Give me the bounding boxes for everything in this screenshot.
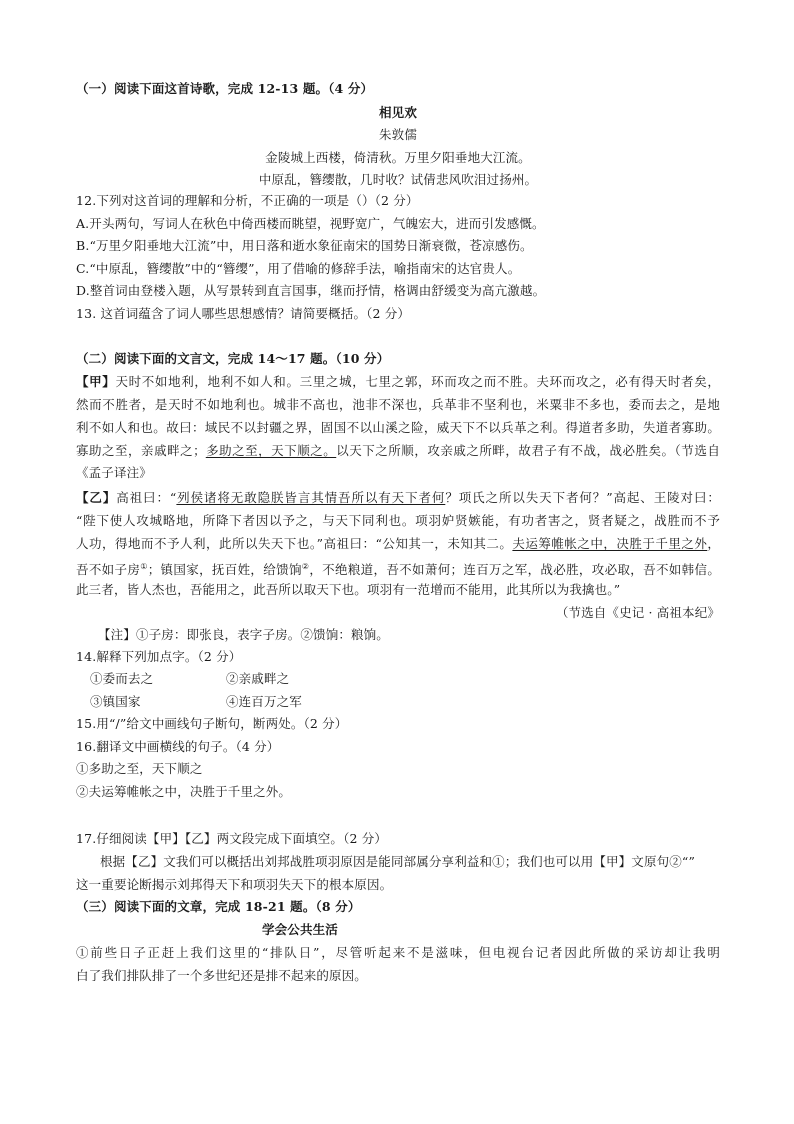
poem-line: 中原乱，簪缨散，几时收？试倩悲风吹泪过扬州。 <box>258 172 538 187</box>
passage-jia-line: 然而不胜者，是天时不如地利也。城非不高也，池非不深也，兵革非不坚利也，米粟非不多也，委而去之，是地 <box>76 397 720 412</box>
poem-title: 相见欢 <box>379 105 417 120</box>
passage-jia-text: 天时不如地利，地利不如人和。三里之城，七里之郭，环而攻之而不胜。夫环而攻之，必有得天时者矣， <box>115 374 721 389</box>
q12-option-b: B.“万里夕阳垂地大江流”中，用日落和逝水象征南宋的国势日渐衰微，苍凉感伤。 <box>76 238 533 253</box>
passage-yi-text: 人功，得地而不予人利，此所以失天下也。”高祖曰：“公知其一，未知其二。 <box>76 536 513 551</box>
q12-stem: 12.下列对这首词的理解和分析，不正确的一项是（）（2 分） <box>76 193 419 208</box>
passage-yi-line <box>76 558 720 579</box>
footnote-text: 【注】①子房：即张良，表字子房。②馈饷：粮饷。 <box>98 627 389 642</box>
passage-jia-line <box>76 373 720 391</box>
article-paragraph-line: 白了我们排队排了一个多世纪还是排不起来的原因。 <box>76 968 367 983</box>
q16-item: ②夫运筹帷帐之中，决胜于千里之外。 <box>76 784 292 799</box>
q12-option-a: A.开头两句，写词人在秋色中倚西楼而眺望，视野宽广，气魄宏大，进而引发感慨。 <box>76 216 545 231</box>
footnote-marker: ② <box>301 562 310 571</box>
q14-item: ①委而去之 <box>90 671 154 686</box>
q17-fill-line: 这一重要论断揭示刘邦得天下和项羽失天下的根本原因。 <box>76 877 393 892</box>
q14-item: ④连百万之军 <box>226 694 302 709</box>
footnote-marker: ① <box>140 562 148 571</box>
poem-line: 金陵城上西楼，倚清秋。万里夕阳垂地大江流。 <box>265 150 531 165</box>
article-title: 学会公共生活 <box>262 922 338 937</box>
passage-yi-source: （节选自《史记 · 高祖本纪》 <box>555 605 720 620</box>
q16-stem: 16.翻译文中画横线的句子。（4 分） <box>76 739 280 754</box>
q14-stem: 14.解释下列加点字。（2 分） <box>76 649 242 664</box>
q17-stem: 17.仔细阅读【甲】【乙】两文段完成下面填空。（2 分） <box>76 831 388 846</box>
section1-heading: （一）阅读下面这首诗歌，完成 12-13 题。（4 分） <box>76 81 374 96</box>
line-for-punctuation: 列侯诸将无敢隐朕皆言其情吾所以有天下者何 <box>176 490 446 505</box>
underlined-sentence: 多助之至，天下顺之。 <box>205 443 337 458</box>
passage-jia-line: 利不如人和也。故曰：域民不以封疆之界，固国不以山溪之险，威天下不以兵革之利。得道者多助，失道者寡助。 <box>76 420 720 435</box>
passage-jia-tag: 【甲】 <box>76 374 116 389</box>
passage-yi-text: ， <box>707 536 720 551</box>
passage-yi-line <box>76 535 720 553</box>
passage-yi-line: “陛下使人攻城略地，所降下者因以予之，与天下同利也。项羽妒贤嫉能，有功者害之，贤者疑之，战胜而不予 <box>76 513 720 528</box>
q12-option-d: D.整首词由登楼入题，从写景转到直言国事，继而抒情，格调由舒缓变为高亢激越。 <box>76 283 546 298</box>
section3-heading: （三）阅读下面的文章，完成 18-21 题。（8 分） <box>76 899 361 914</box>
q14-item: ②亲戚畔之 <box>226 671 290 686</box>
underlined-sentence: 夫运筹帷帐之中，决胜于千里之外 <box>512 536 708 551</box>
poem-author: 朱敦儒 <box>379 127 417 142</box>
section2-heading: （二）阅读下面的文言文，完成 14～17 题。（10 分） <box>76 351 390 366</box>
passage-jia-text: 以天下之所顺，攻亲戚之所畔，故君子有不战，战必胜矣。（节选自 <box>336 443 720 458</box>
q13-stem: 13. 这首词蕴含了词人哪些思想感情？请简要概括。（2 分） <box>76 306 411 321</box>
passage-yi-text: ？项氏之所以失天下者何？”高起、王陵对曰： <box>445 490 720 505</box>
footnote <box>98 626 389 644</box>
q15-stem: 15.用“/”给文中画线句子断句，断两处。（2 分） <box>76 716 348 731</box>
passage-yi-tag: 【乙】 <box>76 490 117 505</box>
passage-jia-text: 寡助之至，亲戚畔之； <box>76 443 206 458</box>
q12-option-c: C.“中原乱，簪缨散”中的“簪缨”，用了借喻的修辞手法，喻指南宋的达官贵人。 <box>76 261 521 276</box>
passage-jia-source: 《孟子译注》 <box>76 465 152 480</box>
passage-jia-line <box>76 442 720 460</box>
passage-yi-line: 此三者，皆人杰也，吾能用之，此吾所以取天下也。项羽有一范增而不能用，此其所以为我擒也。” <box>76 582 621 597</box>
passage-yi-text: 吾不如子房 <box>76 562 141 578</box>
passage-yi-line <box>76 489 720 507</box>
passage-yi-text: ；镇国家，抚百姓，给馈饷 <box>147 562 302 578</box>
q16-item: ①多助之至，天下顺之 <box>76 761 203 776</box>
article-paragraph-line: ①前些日子正赶上我们这里的“排队日”，尽管听起来不是滋味，但电视台记者因此所做的采访却让我明 <box>76 945 720 960</box>
q14-item: ③镇国家 <box>90 694 141 709</box>
passage-yi-text: 高祖曰：“ <box>116 490 177 505</box>
passage-yi-text: ，不绝粮道，吾不如萧何；连百万之军，战必胜，攻必取，吾不如韩信。 <box>309 562 720 578</box>
q17-fill-line: 根据【乙】文我们可以概括出刘邦战胜项羽原因是能同部属分享利益和①；我们也可以用【甲】文原句②“” <box>100 854 695 869</box>
